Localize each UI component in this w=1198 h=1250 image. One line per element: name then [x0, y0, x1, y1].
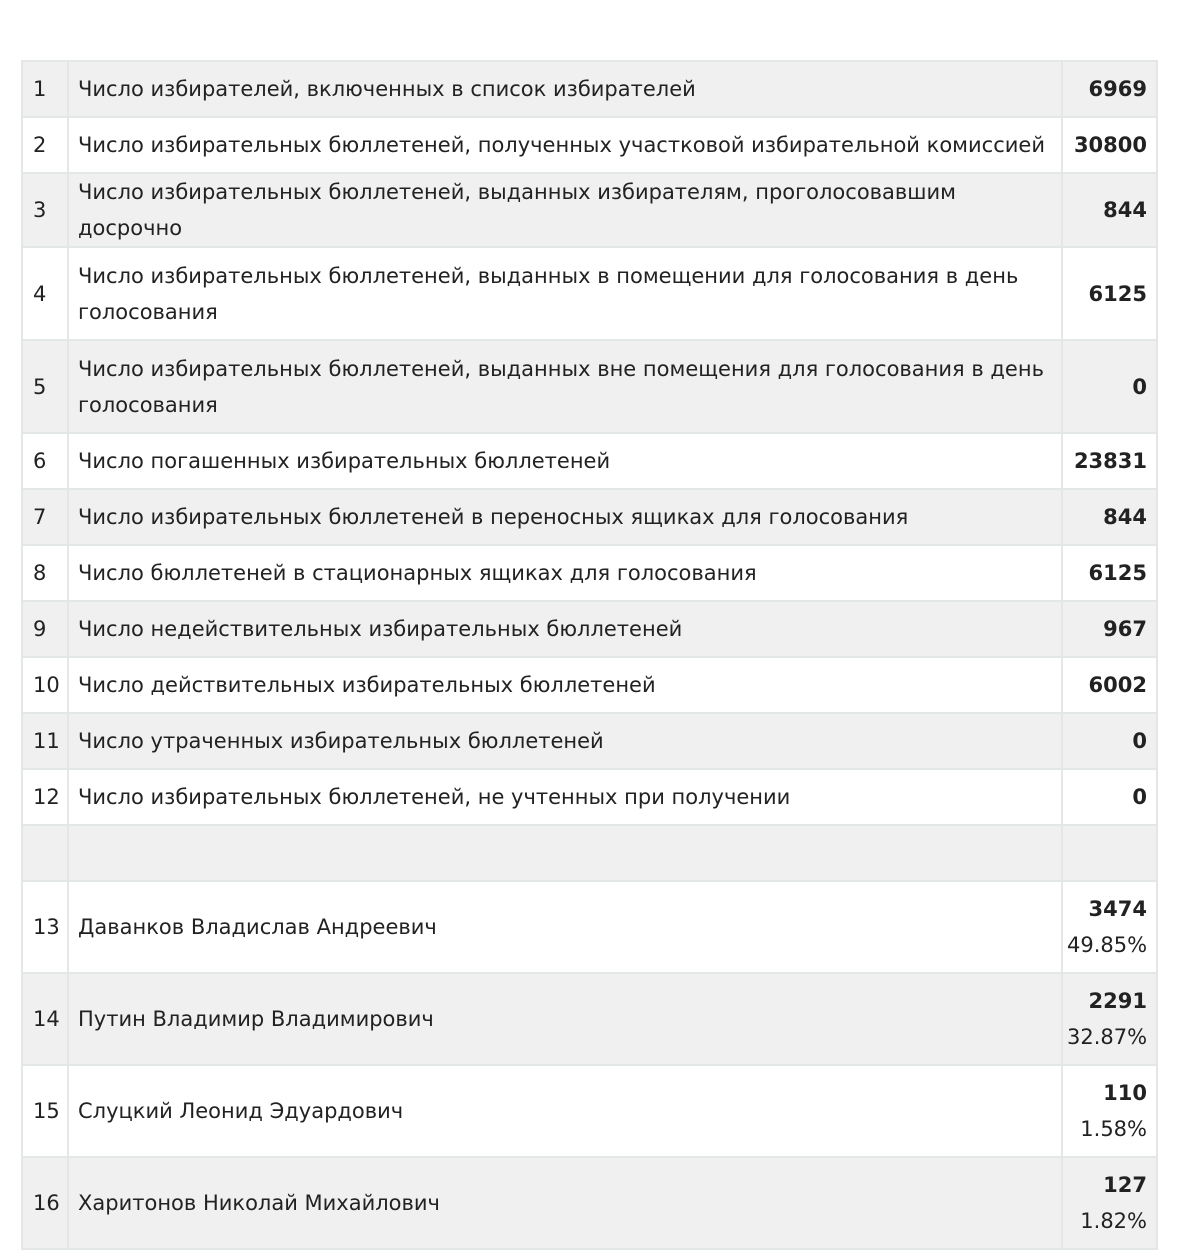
vote-count: 2291: [1088, 989, 1147, 1013]
row-count: 0: [1132, 374, 1147, 399]
row-number: 8: [22, 545, 68, 601]
row-label: Число бюллетеней в стационарных ящиках для голосования: [68, 545, 1062, 601]
table-row: [22, 545, 1157, 601]
row-number: 16: [22, 1157, 68, 1249]
row-number: 15: [22, 1065, 68, 1157]
table-row: [22, 433, 1157, 489]
row-label: Число утраченных избирательных бюллетеней: [68, 713, 1062, 769]
row-value: [1062, 545, 1157, 601]
row-label: Число погашенных избирательных бюллетеней: [68, 433, 1062, 489]
row-count: 844: [1103, 198, 1147, 222]
candidate-result: [1062, 881, 1157, 973]
row-value: [1062, 489, 1157, 545]
separator-cell: [1062, 825, 1157, 881]
row-value: [1062, 173, 1157, 247]
candidate-name: Харитонов Николай Михайлович: [68, 1157, 1062, 1249]
row-count: 6125: [1088, 561, 1147, 585]
row-number: 4: [22, 247, 68, 340]
row-count: 6002: [1088, 673, 1147, 697]
row-count: 967: [1103, 617, 1147, 641]
vote-count: 3474: [1088, 897, 1147, 921]
row-value: [1062, 713, 1157, 769]
row-value: [1062, 247, 1157, 340]
vote-percent: 49.85%: [1067, 933, 1148, 957]
separator-row: [22, 825, 1157, 881]
row-count: 0: [1132, 785, 1147, 809]
row-number: 9: [22, 601, 68, 657]
candidate-name: Даванков Владислав Андреевич: [68, 881, 1062, 973]
candidate-row: [22, 881, 1157, 973]
row-label: Число избирательных бюллетеней, не учтенных при получении: [68, 769, 1062, 825]
row-count: 6969: [1088, 77, 1147, 101]
row-number: 3: [22, 173, 68, 247]
row-number: 6: [22, 433, 68, 489]
row-value: [1062, 117, 1157, 173]
separator-cell: [68, 825, 1062, 881]
candidate-name: Слуцкий Леонид Эдуардович: [68, 1065, 1062, 1157]
row-number: 2: [22, 117, 68, 173]
vote-percent: 1.82%: [1080, 1209, 1147, 1233]
vote-count: 110: [1103, 1081, 1147, 1105]
row-label: Число избирательных бюллетеней в переносных ящиках для голосования: [68, 489, 1062, 545]
candidate-result: [1062, 973, 1157, 1065]
row-number: 14: [22, 973, 68, 1065]
table-row: [22, 117, 1157, 173]
candidate-row: [22, 1157, 1157, 1249]
separator-cell: [22, 825, 68, 881]
table-row: [22, 489, 1157, 545]
row-count: 844: [1103, 505, 1147, 529]
candidate-row: [22, 1065, 1157, 1157]
row-number: 1: [22, 61, 68, 117]
table-row: [22, 340, 1157, 433]
row-count: 6125: [1088, 281, 1147, 306]
candidate-result: [1062, 1157, 1157, 1249]
row-number: 11: [22, 713, 68, 769]
row-label: Число избирательных бюллетеней, полученных участковой избирательной комиссией: [68, 117, 1062, 173]
table-row: [22, 601, 1157, 657]
vote-percent: 32.87%: [1067, 1025, 1148, 1049]
row-count: 23831: [1073, 449, 1147, 473]
row-number: 13: [22, 881, 68, 973]
row-number: 12: [22, 769, 68, 825]
row-count: 30800: [1073, 133, 1147, 157]
vote-count: 127: [1103, 1173, 1147, 1197]
row-count: 0: [1132, 729, 1147, 753]
row-number: 10: [22, 657, 68, 713]
row-label: Число избирательных бюллетеней, выданных вне помещения для голосования в день голосования: [68, 340, 1062, 433]
table-row: [22, 247, 1157, 340]
row-value: [1062, 601, 1157, 657]
row-label: Число избирательных бюллетеней, выданных избирателям, проголосовавшим досрочно: [68, 173, 1062, 247]
row-value: [1062, 657, 1157, 713]
candidate-name: Путин Владимир Владимирович: [68, 973, 1062, 1065]
row-value: [1062, 340, 1157, 433]
results-table: [21, 60, 1158, 1250]
table-row: [22, 769, 1157, 825]
row-label: Число недействительных избирательных бюллетеней: [68, 601, 1062, 657]
row-label: Число действительных избирательных бюллетеней: [68, 657, 1062, 713]
row-value: [1062, 433, 1157, 489]
table-row: [22, 173, 1157, 247]
table-row: [22, 657, 1157, 713]
row-label: Число избирателей, включенных в список избирателей: [68, 61, 1062, 117]
candidate-row: [22, 973, 1157, 1065]
row-number: 7: [22, 489, 68, 545]
vote-percent: 1.58%: [1080, 1117, 1147, 1141]
row-number: 5: [22, 340, 68, 433]
row-value: [1062, 61, 1157, 117]
candidate-result: [1062, 1065, 1157, 1157]
row-label: Число избирательных бюллетеней, выданных в помещении для голосования в день голосования: [68, 247, 1062, 340]
row-value: [1062, 769, 1157, 825]
table-row: [22, 713, 1157, 769]
table-row: [22, 61, 1157, 117]
